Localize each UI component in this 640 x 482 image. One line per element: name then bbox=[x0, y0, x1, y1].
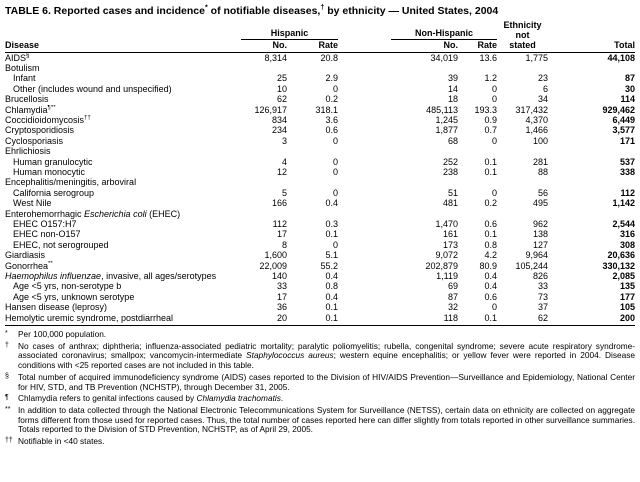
table-row bbox=[5, 105, 635, 115]
total-value: 135 bbox=[619, 281, 635, 292]
total-value: 929,462 bbox=[602, 104, 635, 115]
hispanic-no-header: No. bbox=[239, 40, 287, 52]
hispanic-no-value: 8,314 bbox=[264, 52, 287, 63]
ethnicity-not-stated-value: 73 bbox=[537, 291, 548, 302]
hispanic-rate-value bbox=[287, 63, 338, 73]
table-row bbox=[5, 302, 635, 312]
nonhispanic-rate-value: 193.3 bbox=[474, 104, 497, 115]
ethnicity-not-stated-value: 88 bbox=[537, 166, 548, 177]
nonhispanic-rate-value: 0.6 bbox=[484, 219, 497, 229]
total-value: 114 bbox=[620, 94, 635, 105]
nonhispanic-rate-value: 0 bbox=[491, 83, 497, 94]
nonhispanic-rate-value: 0 bbox=[491, 94, 497, 105]
nonhispanic-no-value: 202,879 bbox=[425, 260, 458, 271]
footnote bbox=[5, 437, 635, 447]
table-row bbox=[5, 219, 635, 229]
hispanic-rate-value: 0 bbox=[332, 187, 338, 198]
nonhispanic-no-value: 1,245 bbox=[435, 114, 458, 125]
nonhispanic-no-value: 39 bbox=[447, 73, 458, 84]
total-value: 44,108 bbox=[607, 52, 635, 63]
nonhispanic-group-header bbox=[338, 21, 497, 40]
hispanic-rate-value: 0.1 bbox=[325, 302, 338, 313]
hispanic-group-label: Hispanic bbox=[241, 28, 338, 41]
nonhispanic-rate-value: 0.1 bbox=[484, 156, 497, 167]
nonhispanic-rate-value bbox=[458, 177, 497, 187]
nonhispanic-no-value: 481 bbox=[442, 198, 458, 209]
footnote-marker: * bbox=[5, 330, 8, 338]
ethnicity-not-stated-value: 9,964 bbox=[525, 250, 548, 261]
disease-name: Enterohemorrhagic Escherichia coli (EHEC) bbox=[5, 208, 181, 219]
table-row bbox=[5, 198, 635, 208]
table-row bbox=[5, 84, 635, 94]
disease-name: Haemophilus influenzae, invasive, all ages/serotypes bbox=[5, 271, 217, 282]
nonhispanic-rate-value: 0.8 bbox=[484, 239, 497, 250]
total-column-header: Total bbox=[548, 40, 635, 52]
nonhispanic-no-value: 87 bbox=[447, 291, 458, 302]
ethnicity-not-stated-value: 37 bbox=[537, 302, 548, 313]
total-value: 330,132 bbox=[602, 260, 635, 271]
hispanic-rate-value: 3.6 bbox=[325, 114, 338, 125]
disease-name: Giardiasis bbox=[5, 250, 46, 261]
disease-name: Hemolytic uremic syndrome, postdiarrheal bbox=[5, 313, 239, 326]
disease-name: Human monocytic bbox=[13, 166, 86, 177]
table-row bbox=[5, 157, 635, 167]
total-value: 537 bbox=[619, 156, 635, 167]
total-value: 171 bbox=[619, 135, 635, 146]
ethnicity-not-stated-value: 23 bbox=[537, 73, 548, 84]
hispanic-rate-value bbox=[287, 146, 338, 156]
nonhispanic-no-value: 68 bbox=[447, 135, 458, 146]
ethnicity-not-stated-value: 6 bbox=[542, 83, 548, 94]
nonhispanic-rate-value: 0 bbox=[491, 187, 497, 198]
disease-column-header: Disease bbox=[5, 40, 239, 52]
table-row bbox=[5, 52, 635, 63]
disease-name: Human granulocytic bbox=[13, 156, 93, 167]
hispanic-no-value: 1,600 bbox=[264, 250, 287, 261]
ethnicity-not-stated-value: 100 bbox=[532, 135, 548, 146]
total-value: 105 bbox=[619, 302, 635, 313]
hispanic-rate-value: 0.4 bbox=[325, 291, 338, 302]
disease-name: Ehrlichiosis bbox=[5, 146, 51, 157]
disease-name: Other (includes wound and unspecified) bbox=[13, 83, 172, 94]
nonhispanic-rate-value bbox=[458, 209, 497, 219]
disease-name: EHEC O157:H7 bbox=[13, 219, 77, 229]
section-row bbox=[5, 209, 635, 219]
ethnicity-not-stated-value: 105,244 bbox=[515, 260, 548, 271]
hispanic-rate-value: 2.9 bbox=[325, 73, 338, 84]
nonhispanic-no-value: 1,877 bbox=[435, 125, 458, 136]
total-value: 177 bbox=[619, 291, 635, 302]
footnote-text: In addition to data collected through the National Electronic Telecommunications System for Surveillance (NETSS), certain data on ethnicity are collected on aggregate forms different from those used for reported cases. Thus, the total number of cases reported here can differ slightly from totals reported in other surveillance summaries. Totals reported to the Division of STD Prevention, NCHSTP, as of April 29, 2005. bbox=[18, 404, 635, 435]
table-row bbox=[5, 261, 635, 271]
hispanic-no-value: 112 bbox=[272, 219, 287, 229]
disease-name: Age <5 yrs, unknown serotype bbox=[13, 291, 135, 302]
header-sub-row bbox=[5, 40, 635, 52]
total-value: 2,085 bbox=[612, 271, 635, 282]
nonhispanic-no-value: 14 bbox=[447, 83, 458, 94]
nonhispanic-no-value bbox=[338, 63, 458, 73]
footnote-text: Per 100,000 population. bbox=[18, 329, 107, 340]
nonhispanic-rate-value bbox=[458, 146, 497, 156]
nonhispanic-no-value bbox=[338, 177, 458, 187]
nonhispanic-rate-value bbox=[458, 63, 497, 73]
hispanic-rate-value: 20.8 bbox=[320, 52, 338, 63]
disease-name: California serogroup bbox=[13, 187, 95, 198]
disease-name: Cyclosporiasis bbox=[5, 135, 64, 146]
ethnicity-not-stated-value: 317,432 bbox=[515, 104, 548, 115]
nonhispanic-rate-value: 0.6 bbox=[484, 291, 497, 302]
header-group-row bbox=[5, 21, 635, 40]
nonhispanic-rate-value: 0.7 bbox=[484, 125, 497, 136]
table-body bbox=[5, 52, 635, 326]
hispanic-rate-value: 0.1 bbox=[287, 313, 338, 326]
nonhispanic-no-value: 34,019 bbox=[430, 52, 458, 63]
ethnicity-not-stated-value bbox=[497, 63, 548, 73]
nonhispanic-no-value: 238 bbox=[442, 166, 458, 177]
total-value: 1,142 bbox=[612, 198, 635, 209]
hispanic-no-value: 140 bbox=[271, 271, 287, 282]
nonhispanic-rate-value: 0 bbox=[491, 135, 497, 146]
footnote bbox=[5, 373, 635, 392]
nonhispanic-rate-value: 0.4 bbox=[484, 271, 497, 282]
hispanic-no-value: 20 bbox=[239, 313, 287, 326]
footnote-marker: ** bbox=[5, 405, 11, 413]
table-row bbox=[5, 292, 635, 302]
nonhispanic-group-label: Non-Hispanic bbox=[391, 28, 497, 41]
ethnicity-not-stated-value: 826 bbox=[532, 271, 548, 282]
table-row bbox=[5, 229, 635, 239]
total-value: 338 bbox=[619, 166, 635, 177]
nonhispanic-no-value: 1,470 bbox=[435, 219, 458, 229]
nonhispanic-no-value: 1,119 bbox=[436, 271, 458, 282]
nonhispanic-rate-value: 0.1 bbox=[484, 229, 497, 240]
table-row bbox=[5, 281, 635, 291]
nonhispanic-rate-value: 0.1 bbox=[458, 313, 497, 326]
nonhispanic-no-value: 51 bbox=[447, 187, 458, 198]
nonhispanic-rate-value: 13.6 bbox=[479, 52, 497, 63]
nonhispanic-no-value: 32 bbox=[447, 302, 458, 313]
hispanic-rate-value: 55.2 bbox=[320, 260, 338, 271]
hispanic-no-value: 62 bbox=[276, 94, 287, 105]
footnote bbox=[5, 406, 635, 435]
total-value: 316 bbox=[619, 229, 635, 240]
section-row bbox=[5, 63, 635, 73]
table-row bbox=[5, 271, 635, 281]
nonhispanic-rate-value: 80.9 bbox=[479, 260, 497, 271]
hispanic-no-value: 5 bbox=[281, 187, 287, 198]
hispanic-no-value: 10 bbox=[276, 83, 287, 94]
total-value: 30 bbox=[624, 83, 635, 94]
total-value: 112 bbox=[620, 187, 635, 198]
hispanic-rate-value: 0.3 bbox=[325, 219, 338, 229]
disease-name: Coccidioidomycosis†† bbox=[5, 114, 91, 125]
section-row bbox=[5, 177, 635, 187]
hispanic-rate-value: 0.4 bbox=[325, 198, 338, 209]
hispanic-no-value: 234 bbox=[271, 125, 287, 136]
disease-name: EHEC non-O157 bbox=[13, 229, 81, 240]
disease-name: EHEC, not serogrouped bbox=[13, 239, 109, 250]
nonhispanic-rate-value: 4.2 bbox=[484, 250, 497, 261]
hispanic-rate-value: 318.1 bbox=[315, 104, 338, 115]
table-row bbox=[5, 240, 635, 250]
footnote-marker: § bbox=[5, 372, 9, 380]
ethnicity-not-stated-value: 33 bbox=[537, 281, 548, 292]
disease-name: Brucellosis bbox=[5, 94, 49, 105]
nonhispanic-no-value: 252 bbox=[442, 156, 458, 167]
hispanic-no-value: 8 bbox=[281, 239, 287, 250]
total-value: 2,544 bbox=[612, 219, 635, 229]
hispanic-rate-value: 0 bbox=[332, 166, 338, 177]
nonhispanic-no-value: 161 bbox=[442, 229, 458, 240]
ethnicity-not-stated-value: 56 bbox=[537, 187, 548, 198]
footnote-text: Total number of acquired immunodeficiency syndrome (AIDS) cases reported to the Division of HIV/AIDS Prevention—Surveillance and Epidemiology, National Center for HIV, STD, and TB Prevention (NCHSTP), through December 31, 2005. bbox=[18, 371, 635, 392]
footnote bbox=[5, 394, 635, 404]
total-value: 20,636 bbox=[607, 250, 635, 261]
hispanic-no-value bbox=[239, 177, 287, 187]
footnote-marker: ¶ bbox=[5, 394, 9, 402]
total-value bbox=[548, 63, 635, 73]
notifiable-diseases-table bbox=[5, 21, 635, 326]
hispanic-no-value: 834 bbox=[271, 114, 287, 125]
disease-name: Encephalitis/meningitis, arboviral bbox=[5, 177, 137, 188]
table-row bbox=[5, 94, 635, 104]
footnote-marker: † bbox=[5, 341, 9, 349]
ethnicity-not-stated-value: 495 bbox=[532, 198, 548, 209]
table-row bbox=[5, 125, 635, 135]
hispanic-rate-header: Rate bbox=[287, 40, 338, 52]
ethnicity-not-stated-value: 4,370 bbox=[525, 114, 548, 125]
nonhispanic-no-value: 485,113 bbox=[426, 104, 458, 115]
ethnicity-not-stated-value: 962 bbox=[532, 219, 548, 229]
disease-name: Hansen disease (leprosy) bbox=[5, 302, 108, 313]
footnote-text: No cases of anthrax; diphtheria; influenza-associated pediatric mortality; paralytic poliomyelitis; rubella, congenital syndrome; severe acute respiratory syndrome-associated coronavirus; smallpox; vancomycin-intermediate Staphylococcus aureus; western equine encephalitis; or yellow fever were reported in 2004. Disease conditions with <25 reported cases are not included in this table. bbox=[18, 340, 635, 371]
nonhispanic-no-value: 69 bbox=[447, 281, 458, 292]
footnote bbox=[5, 342, 635, 371]
disease-name: AIDS§ bbox=[5, 52, 30, 63]
nonhispanic-no-value: 18 bbox=[447, 94, 458, 105]
hispanic-no-value bbox=[239, 146, 287, 156]
nonhispanic-rate-value: 0.1 bbox=[484, 166, 497, 177]
disease-name: Gonorrhea** bbox=[5, 260, 53, 271]
header-spacer bbox=[548, 21, 635, 40]
footnote-text: Notifiable in <40 states. bbox=[18, 436, 105, 447]
footnote bbox=[5, 330, 635, 340]
hispanic-no-value: 22,009 bbox=[259, 260, 287, 271]
ethnicity-not-stated-header-bottom: stated bbox=[497, 40, 548, 52]
ethnicity-not-stated-value: 281 bbox=[532, 156, 548, 167]
hispanic-no-value: 17 bbox=[276, 291, 287, 302]
ethnicity-not-stated-value: 127 bbox=[532, 239, 548, 250]
hispanic-no-value: 33 bbox=[276, 281, 287, 292]
hispanic-rate-value: 0 bbox=[332, 83, 338, 94]
hispanic-rate-value: 0.8 bbox=[325, 281, 338, 292]
disease-name: Cryptosporidiosis bbox=[5, 125, 75, 136]
ethnicity-not-stated-value bbox=[497, 146, 548, 156]
hispanic-no-value: 36 bbox=[276, 302, 287, 313]
hispanic-rate-value bbox=[287, 209, 338, 219]
nonhispanic-no-value bbox=[338, 209, 458, 219]
table-row bbox=[5, 188, 635, 198]
total-value: 87 bbox=[624, 73, 635, 84]
ethnicity-not-stated-value bbox=[497, 209, 548, 219]
hispanic-no-value: 3 bbox=[281, 135, 287, 146]
total-value bbox=[548, 177, 635, 187]
hispanic-rate-value: 0 bbox=[332, 135, 338, 146]
table-row bbox=[5, 115, 635, 125]
hispanic-no-value: 126,917 bbox=[254, 104, 287, 115]
hispanic-no-value: 25 bbox=[276, 73, 287, 84]
hispanic-no-value: 4 bbox=[281, 156, 287, 167]
total-value bbox=[548, 209, 635, 219]
ethnicity-not-stated-value: 1,466 bbox=[525, 125, 548, 136]
hispanic-rate-value: 0.2 bbox=[325, 94, 338, 105]
hispanic-no-value: 166 bbox=[271, 198, 287, 209]
total-value bbox=[548, 146, 635, 156]
table-row bbox=[5, 73, 635, 83]
ethnicity-not-stated-value: 62 bbox=[497, 313, 548, 326]
hispanic-group-header bbox=[239, 21, 338, 40]
footnote-marker: †† bbox=[5, 437, 13, 445]
disease-name: Age <5 yrs, non-serotype b bbox=[13, 281, 122, 292]
hispanic-no-value: 17 bbox=[276, 229, 287, 240]
hispanic-no-value bbox=[239, 63, 287, 73]
hispanic-rate-value bbox=[287, 177, 338, 187]
hispanic-rate-value: 5.1 bbox=[325, 250, 338, 261]
ethnicity-not-stated-value: 138 bbox=[532, 229, 548, 240]
table-title: TABLE 6. Reported cases and incidence* of notifiable diseases,† by ethnicity — United States, 2004 bbox=[5, 3, 499, 17]
total-value: 3,577 bbox=[612, 125, 635, 136]
table-header bbox=[5, 21, 635, 52]
nonhispanic-no-header: No. bbox=[338, 40, 458, 52]
disease-name: Infant bbox=[13, 73, 36, 84]
table-row bbox=[5, 136, 635, 146]
ethnicity-not-stated-value: 34 bbox=[537, 94, 548, 105]
section-row bbox=[5, 146, 635, 156]
ethnicity-not-stated-header-top: Ethnicity not bbox=[503, 20, 542, 40]
hispanic-rate-value: 0.4 bbox=[325, 271, 338, 282]
nonhispanic-no-value: 118 bbox=[338, 313, 458, 326]
hispanic-rate-value: 0 bbox=[332, 156, 338, 167]
nonhispanic-rate-value: 1.2 bbox=[484, 73, 497, 84]
total-value: 200 bbox=[548, 313, 635, 326]
hispanic-no-value: 12 bbox=[276, 166, 287, 177]
disease-name: West Nile bbox=[13, 198, 52, 209]
ethnicity-not-stated-value: 1,775 bbox=[525, 52, 548, 63]
nonhispanic-rate-value: 0.2 bbox=[484, 198, 497, 209]
nonhispanic-no-value: 173 bbox=[442, 239, 458, 250]
nonhispanic-rate-value: 0.9 bbox=[484, 114, 497, 125]
table-row bbox=[5, 250, 635, 260]
nonhispanic-no-value: 9,072 bbox=[435, 250, 458, 261]
nonhispanic-rate-value: 0 bbox=[491, 302, 497, 313]
table-row bbox=[5, 167, 635, 177]
nonhispanic-no-value bbox=[338, 146, 458, 156]
footnotes bbox=[5, 330, 635, 447]
hispanic-rate-value: 0 bbox=[332, 239, 338, 250]
header-spacer bbox=[5, 21, 239, 40]
total-value: 6,449 bbox=[612, 114, 635, 125]
disease-name: Botulism bbox=[5, 62, 40, 73]
hispanic-no-value bbox=[239, 209, 287, 219]
hispanic-rate-value: 0.6 bbox=[325, 125, 338, 136]
footnote-text: Chlamydia refers to genital infections caused by Chlamydia trachomatis. bbox=[18, 393, 284, 404]
total-value: 308 bbox=[619, 239, 635, 250]
nonhispanic-rate-header: Rate bbox=[458, 40, 497, 52]
nonhispanic-rate-value: 0.4 bbox=[484, 281, 497, 292]
hispanic-rate-value: 0.1 bbox=[325, 229, 338, 240]
ethnicity-not-stated-value bbox=[497, 177, 548, 187]
disease-name: Chlamydia¶** bbox=[5, 104, 56, 115]
table-row bbox=[5, 313, 635, 326]
